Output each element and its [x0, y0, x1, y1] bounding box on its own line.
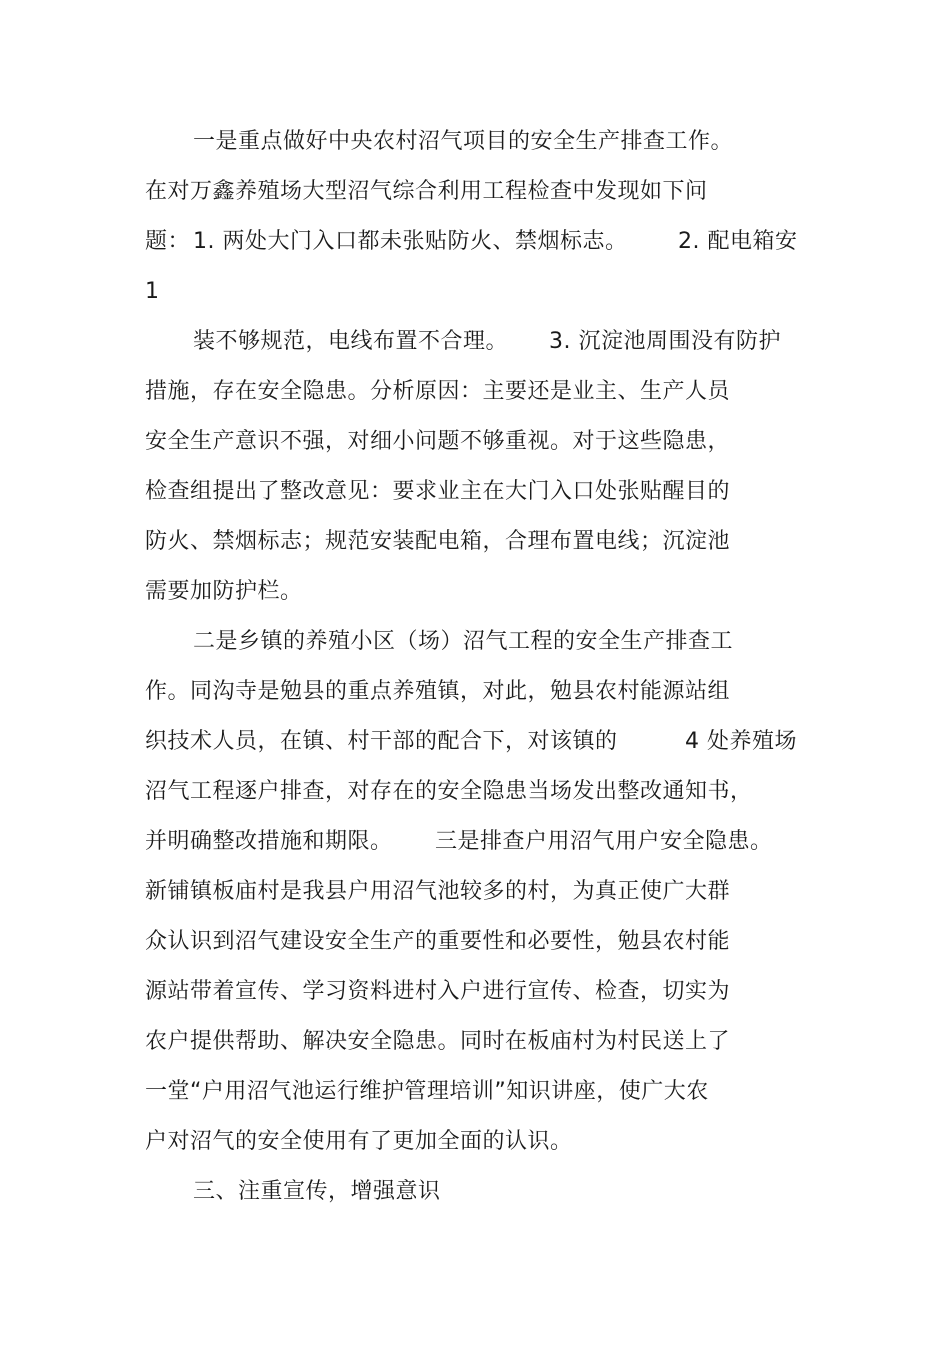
line-segment: 1. 两处大门入口都未张贴防火、禁烟标志。: [193, 229, 628, 254]
paragraph-line: 作。同沟寺是勉县的重点养殖镇，对此，勉县农村能源站组: [145, 679, 731, 704]
line-segment: 题：: [145, 229, 191, 254]
paragraph-line: 一堂“户用沼气池运行维护管理培训”知识讲座，使广大农: [145, 1079, 709, 1104]
paragraph-line: 一是重点做好中央农村沼气项目的安全生产排查工作。: [193, 129, 734, 154]
line-segment: 织技术人员，在镇、村干部的配合下，对该镇的: [145, 729, 618, 754]
paragraph-line: 新铺镇板庙村是我县户用沼气池较多的村，为真正使广大群: [145, 879, 731, 904]
paragraph-line: 二是乡镇的养殖小区（场）沼气工程的安全生产排查工: [193, 629, 734, 654]
paragraph-line: 沼气工程逐户排查，对存在的安全隐患当场发出整改通知书，: [145, 779, 753, 804]
paragraph-line: 需要加防护栏。: [145, 579, 303, 604]
paragraph-line: 农户提供帮助、解决安全隐患。同时在板庙村为村民送上了: [145, 1029, 731, 1054]
paragraph-line: [193, 327, 813, 357]
paragraph-line: 安全生产意识不强，对细小问题不够重视。对于这些隐患，: [145, 429, 731, 454]
paragraph-line: [145, 827, 805, 857]
paragraph-line: [145, 727, 805, 757]
page-number: 1: [145, 279, 160, 304]
line-segment: 三是排查户用沼气用户安全隐患。: [435, 829, 773, 854]
paragraph-line: 众认识到沼气建设安全生产的重要性和必要性，勉县农村能: [145, 929, 731, 954]
line-segment: 2. 配电箱安: [678, 229, 798, 254]
line-segment: 装不够规范，电线布置不合理。: [193, 329, 509, 354]
paragraph-line: [145, 227, 805, 257]
line-segment: 3. 沉淀池周围没有防护: [549, 329, 781, 354]
paragraph-line: 防火、禁烟标志；规范安装配电箱，合理布置电线；沉淀池: [145, 529, 731, 554]
paragraph-line: 检查组提出了整改意见：要求业主在大门入口处张贴醒目的: [145, 479, 731, 504]
line-segment: 并明确整改措施和期限。: [145, 829, 393, 854]
line-segment: 4 处养殖场: [685, 729, 797, 754]
paragraph-line: 源站带着宣传、学习资料进村入户进行宣传、检查，切实为: [145, 979, 731, 1004]
paragraph-line: 措施，存在安全隐患。分析原因：主要还是业主、生产人员: [145, 379, 731, 404]
section-heading: 三、注重宣传，增强意识: [193, 1179, 441, 1204]
paragraph-line: 户对沼气的安全使用有了更加全面的认识。: [145, 1129, 573, 1154]
paragraph-line: 在对万鑫养殖场大型沼气综合利用工程检查中发现如下问: [145, 179, 708, 204]
